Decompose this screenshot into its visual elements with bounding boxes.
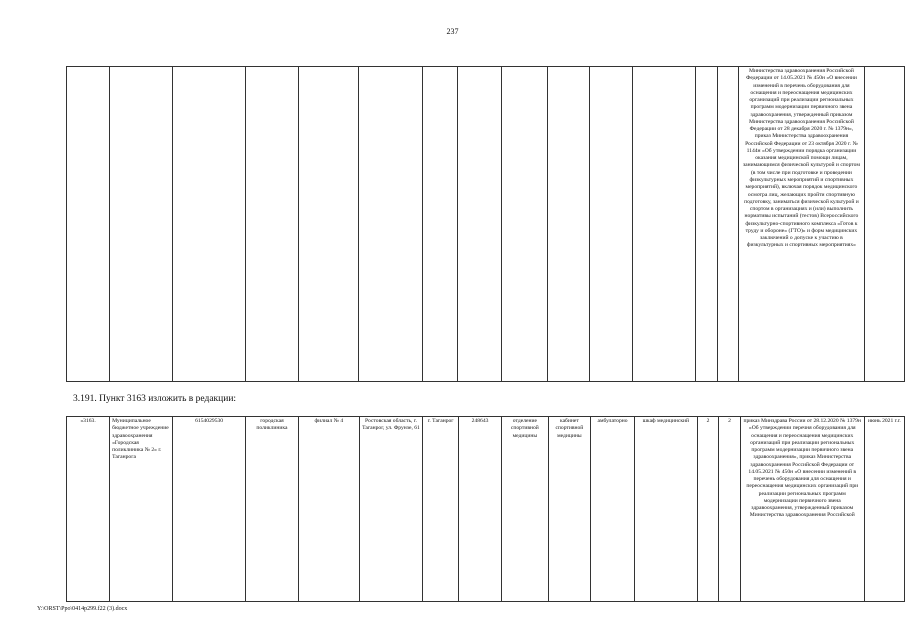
item-number-cell: «3163. [67, 417, 110, 602]
table-cell [864, 67, 904, 382]
department-cell: отделение спортивной медицины [502, 417, 548, 602]
quantity-cell: 2 [697, 417, 718, 602]
deadline-cell: июнь 2021 г.г. [864, 417, 904, 602]
table-cell [695, 67, 717, 382]
facility-type-cell: городская поликлиника [245, 417, 298, 602]
page-number: 237 [446, 27, 459, 36]
address-cell: Ростовская область, г. Таганрог, ул. Фрунзе, 61 [359, 417, 423, 602]
quantity-cell: 2 [719, 417, 740, 602]
table-cell [110, 67, 173, 382]
inn-cell: 6154029530 [173, 417, 245, 602]
legal-basis-cell: Министерства здравоохранения Российской Федерации от 14.05.2021 № 450н «О внесении изменений в перечень оборудования для оснащения и переоснащения медицинских организаций при реализации региональных программ модернизации первичного звена здравоохранения, утвержденный приказом Министерства здравоохранения Российской Федерации от 28 декабря 2020 г. № 1379н», приказ Министерства здравоохранения Российской Федерации от 23 октября 2020 г. № 1144н «Об утверждении порядка организации оказания медицинской помощи лицам, занимающимся физической культурой и спортом (в том числе при подготовке и проведении физкультурных мероприятий и спортивных мероприятий), включая порядок медицинского осмотра лиц, желающих пройти спортивную подготовку, заниматься физической культурой и спортом в организациях и (или) выполнить нормативы испытаний (тестов) Всероссийского физкультурно-спортивного комплекса «Готов к труду и обороне» (ГТО)» и форм медицинских заключений о допуске к участию в физкультурных и спортивных мероприятиях» [739, 67, 864, 382]
population-cell: 248643 [458, 417, 501, 602]
table-row [67, 417, 905, 602]
table-cell [458, 67, 501, 382]
table-cell [547, 67, 589, 382]
branch-cell: филиал № 4 [299, 417, 360, 602]
table-cell [359, 67, 423, 382]
amendment-note: 3.191. Пункт 3163 изложить в редакции: [73, 394, 237, 404]
city-cell: г. Таганрог [423, 417, 459, 602]
table-cell [172, 67, 245, 382]
room-cell: кабинет спортивной медицины [548, 417, 591, 602]
item-3163-table [66, 416, 905, 602]
table-cell [245, 67, 298, 382]
table-row [67, 67, 905, 382]
continuation-table [66, 66, 905, 382]
table-cell [717, 67, 739, 382]
table-cell [298, 67, 359, 382]
table-cell [67, 67, 110, 382]
legal-basis-cell: приказ Минздрава России от 28.12.2020 № 1379н «Об утверждении перечня оборудования для оснащения и переоснащения медицинских организаций при реализации региональных программ модернизации первичного звена здравоохранения», приказ Министерства здравоохранения Российской Федерации от 14.05.2021 № 450н «О внесении изменений в перечень оборудования для оснащения и переоснащения медицинских организаций при реализации региональных программ модернизации первичного звена здравоохранения, утвержденный приказом Министерства здравоохранения Российской [740, 417, 864, 602]
equipment-cell: шкаф медицинский [634, 417, 697, 602]
table-cell [501, 67, 547, 382]
care-mode-cell: амбулаторно [591, 417, 635, 602]
organization-cell: Муниципальное бюджетное учреждение здравоохранения «Городская поликлиника № 2» г. Таганрога [110, 417, 173, 602]
table-cell [423, 67, 458, 382]
file-path-footer: Y:\ORST\Ppo\0414p299.f22 (3).docx [37, 606, 128, 612]
table-cell [590, 67, 633, 382]
table-cell [633, 67, 696, 382]
